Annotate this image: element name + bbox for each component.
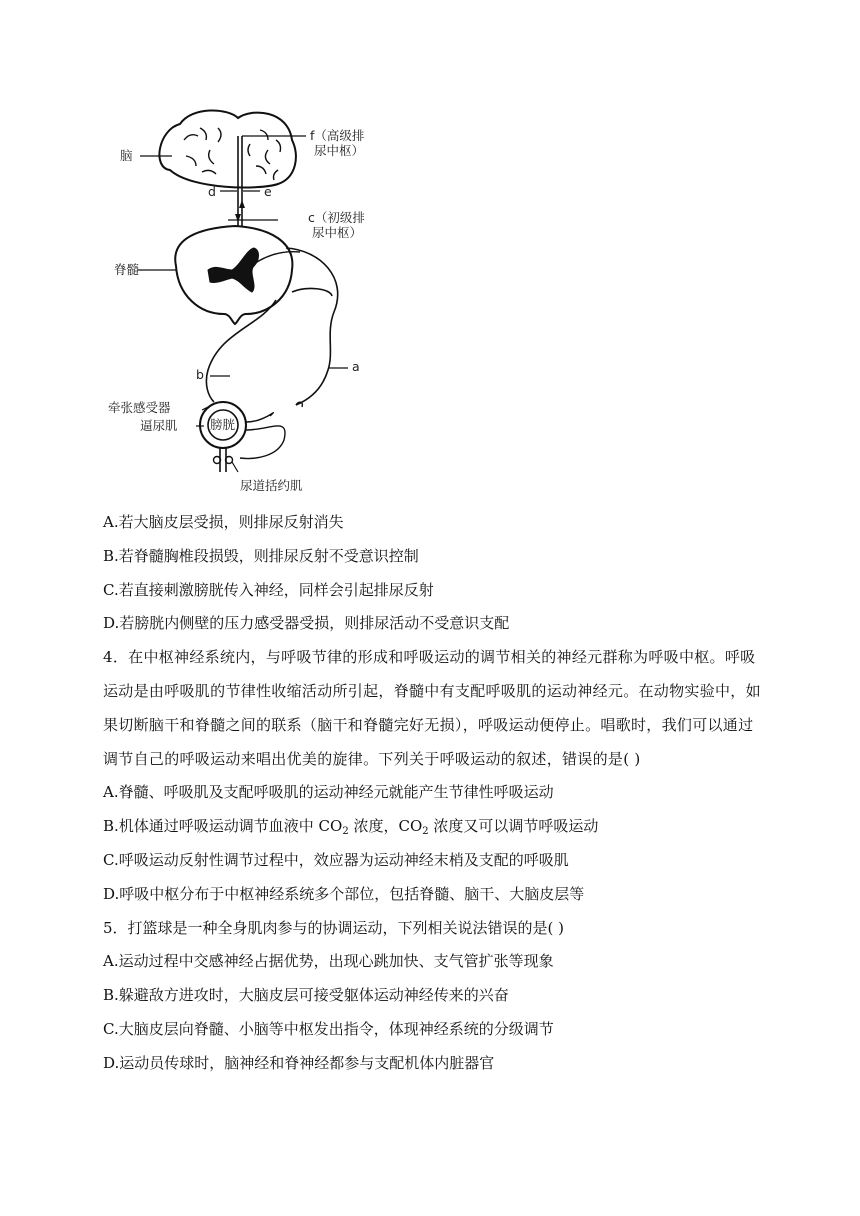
label-e: e (264, 184, 272, 199)
q5-option-c: C.大脑皮层向脊髓、小脑等中枢发出指令，体现神经系统的分级调节 (103, 1019, 554, 1038)
label-f-line1: f（高级排 (310, 128, 365, 143)
label-spinal-cord: 脊髓 (114, 262, 140, 277)
label-stretch-receptor: 牵张感受器 (108, 400, 171, 415)
label-d: d (208, 184, 216, 199)
q5-option-b: B.躲避敌方进攻时，大脑皮层可接受躯体运动神经传来的兴奋 (103, 986, 509, 1005)
q4-option-b: B.机体通过呼吸运动调节血液中 $CO_2$ 浓度，$CO_2$ 浓度又可以调节呼吸运动 (103, 817, 599, 838)
q5-stem: 5．打篮球是一种全身肌肉参与的协调运动，下列相关说法错误的是( ) (103, 918, 565, 937)
q3-option-c: C.若直接刺激膀胱传入神经，同样会引起排尿反射 (103, 580, 434, 599)
label-urethral-sphincter: 尿道括约肌 (240, 478, 303, 493)
label-a: a (352, 359, 360, 374)
label-f-line2: 尿中枢） (314, 143, 365, 158)
q5-option-a: A.运动过程中交感神经占据优势，出现心跳加快、支气管扩张等现象 (103, 952, 554, 971)
label-detrusor: 逼尿肌 (140, 418, 178, 433)
brain-shape (159, 110, 296, 187)
label-c-line1: c（初级排 (308, 210, 365, 225)
bladder-shape (196, 402, 285, 472)
q4-option-c: C.呼吸运动反射性调节过程中，效应器为运动神经末梢及支配的呼吸肌 (103, 850, 569, 869)
q3-option-b: B.若脊髓胸椎段损毁，则排尿反射不受意识控制 (103, 546, 419, 565)
label-b: b (196, 367, 204, 382)
q4-option-d: D.呼吸中枢分布于中枢神经系统多个部位，包括脊髓、脑干、大脑皮层等 (103, 884, 585, 903)
q3-option-a: A.若大脑皮层受损，则排尿反射消失 (103, 513, 344, 531)
question-content (103, 506, 763, 1081)
q4-option-a: A.脊髓、呼吸肌及支配呼吸肌的运动神经元就能产生节律性呼吸运动 (103, 783, 554, 802)
urination-reflex-diagram (100, 100, 400, 500)
q5-option-d: D.运动员传球时，脑神经和脊神经都参与支配机体内脏器官 (103, 1053, 495, 1072)
q4-stem: 4．在中枢神经系统内，与呼吸节律的形成和呼吸运动的调节相关的神经元群称为呼吸中枢。呼吸运动是由呼吸肌的节律性收缩活动所引起，脊髓中有支配呼吸肌的运动神经元。在动物实验中，如果切断脑干和脊髓之间的联系（脑干和脊髓完好无损），呼吸运动便停止。唱歌时，我们可以通过调节自己的呼吸运动来唱出优美的旋律。下列关于呼吸运动的叙述，错误的是( ) (103, 648, 761, 768)
label-brain: 脑 (120, 148, 133, 163)
q3-option-d: D.若膀胱内侧壁的压力感受器受损，则排尿活动不受意识支配 (103, 614, 510, 633)
label-bladder: 膀胱 (210, 417, 236, 432)
spinal-cord-shape (138, 220, 300, 324)
label-c-line2: 尿中枢） (312, 225, 363, 240)
